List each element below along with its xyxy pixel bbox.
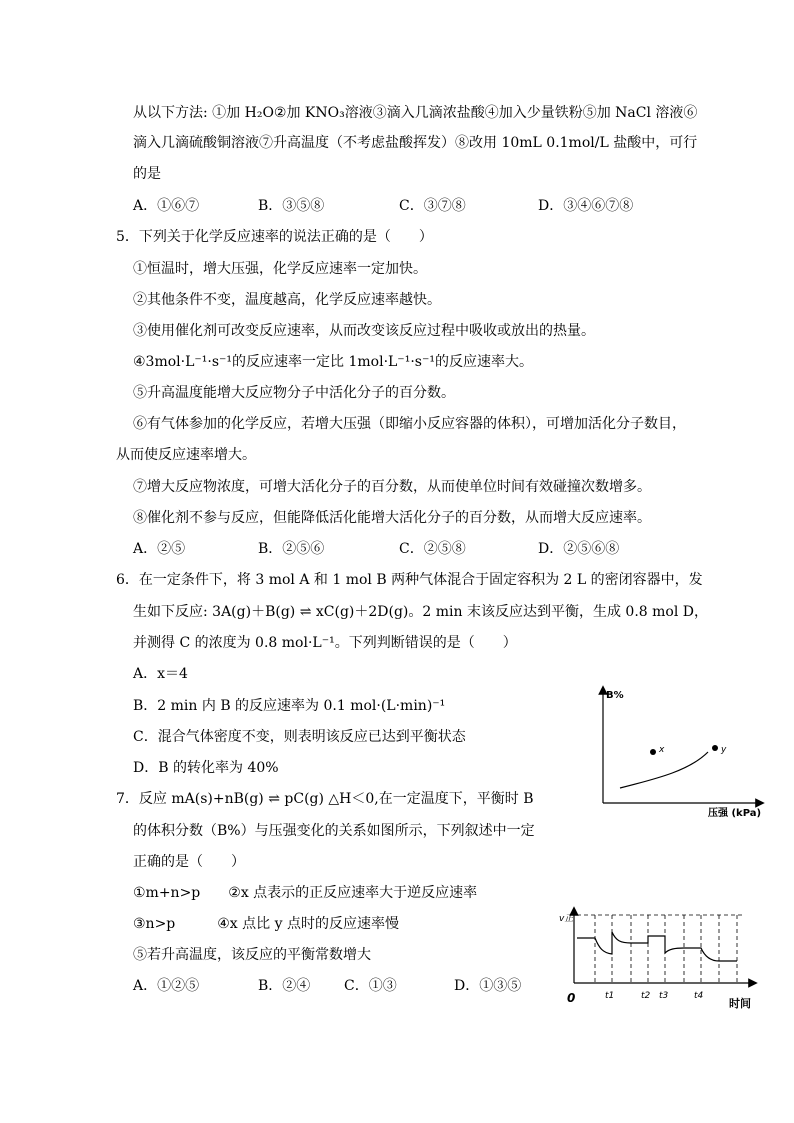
q5-option-c: C．②⑤⑧ (399, 541, 466, 557)
q5-stem: 5．下列关于化学反应速率的说法正确的是（ ） (116, 229, 433, 245)
q7-option-c: C．①③ (344, 978, 397, 994)
q7-statement-2: ③n>p ④x 点比 y 点时的反应速率慢 (133, 916, 399, 932)
q4-option-c: C．③⑦⑧ (399, 198, 466, 214)
q7-statement-3: ⑤若升高温度，该反应的平衡常数增大 (133, 947, 371, 963)
graph1-point-x-label: x (659, 745, 665, 755)
graph2-origin-label: 0 (567, 991, 576, 1005)
graph2-x-label: 时间 (729, 997, 751, 1010)
q5-statement-3: ③使用催化剂可改变反应速率，从而改变该反应过程中吸收或放出的热量。 (133, 323, 595, 339)
q6-option-c: C．混合气体密度不变，则表明该反应已达到平衡状态 (133, 729, 466, 745)
q5-statement-6a: ⑥有气体参加的化学反应，若增大压强（即缩小反应容器的体积），可增加活化分子数目， (133, 416, 686, 432)
graph-rate-vs-time (553, 905, 763, 1015)
graph2-t2-label: t2 (641, 991, 651, 1001)
q5-statement-1: ①恒温时，增大压强，化学反应速率一定加快。 (133, 261, 427, 277)
q4-line-3: 的是 (133, 166, 161, 182)
q4-option-d: D．③④⑥⑦⑧ (538, 198, 634, 214)
q7-line-1: 7．反应 mA(s)+nB(g) ⇌ pC(g) △H＜0,在一定温度下，平衡时 B (116, 791, 534, 807)
q6-option-a: A．x＝4 (133, 666, 188, 682)
q5-option-b: B．②⑤⑥ (258, 541, 325, 557)
q6-line-3: 并测得 C 的浓度为 0.8 mol·L⁻¹。下列判断错误的是（ ） (133, 635, 517, 651)
graph1-point-y (712, 745, 718, 751)
q6-option-b: B．2 min 内 B 的反应速率为 0.1 mol·(L·min)⁻¹ (133, 698, 446, 714)
q7-statement-1: ①m+n>p ②x 点表示的正反应速率大于逆反应速率 (133, 885, 478, 901)
graph2-rate-curve (577, 932, 737, 961)
q5-statement-4: ④3mol·L⁻¹·s⁻¹的反应速率一定比 1mol·L⁻¹·s⁻¹的反应速率大。 (133, 354, 533, 370)
q5-option-d: D．②⑤⑥⑧ (538, 541, 620, 557)
q5-statement-7: ⑦增大反应物浓度，可增大活化分子的百分数，从而使单位时间有效碰撞次数增多。 (133, 479, 651, 495)
q4-line-1: 从以下方法: ①加 H₂O②加 KNO₃溶液③滴入几滴浓盐酸④加入少量铁粉⑤加 NaCl 溶液⑥ (133, 105, 698, 121)
q4-option-b: B．③⑤⑧ (258, 198, 325, 214)
q7-option-b: B．②④ (258, 978, 311, 994)
q7-line-3: 正确的是（ ） (133, 854, 245, 870)
graph1-point-x (650, 749, 656, 755)
q7-line-2: 的体积分数（B%）与压强变化的关系如图所示，下列叙述中一定 (133, 823, 535, 839)
graph2-t4-label: t4 (694, 991, 704, 1001)
q5-option-a: A．②⑤ (133, 541, 186, 557)
q4-line-2: 滴入几滴硫酸铜溶液⑦升高温度（不考虑盐酸挥发）⑧改用 10mL 0.1mol/L 盐酸中，可行 (133, 135, 698, 151)
graph1-x-label: 压强 (kPa) (708, 808, 762, 819)
graph1-y-label: B% (606, 690, 624, 701)
q6-line-2: 生如下反应: 3A(g)＋B(g) ⇌ xC(g)＋2D(g)。2 min 末该反应达到平衡，生成 0.8 mol D， (133, 604, 708, 620)
q6-line-1: 6．在一定条件下，将 3 mol A 和 1 mol B 两种气体混合于固定容积为 2 L 的密闭容器中，发 (116, 572, 703, 588)
graph1-equilibrium-curve (620, 752, 708, 788)
graph2-t1-label: t1 (605, 991, 615, 1001)
graph-b-percent-vs-pressure (590, 680, 780, 820)
q7-option-a: A．①②⑤ (133, 978, 200, 994)
q5-statement-8: ⑧催化剂不参与反应，但能降低活化能增大活化分子的百分数，从而增大反应速率。 (133, 510, 651, 526)
q5-statement-5: ⑤升高温度能增大反应物分子中活化分子的百分数。 (133, 385, 455, 401)
q6-option-d: D．B 的转化率为 40% (133, 760, 279, 776)
graph2-t3-label: t3 (659, 991, 669, 1001)
q7-option-d: D．①③⑤ (454, 978, 522, 994)
graph2-y-label: v正 (559, 914, 574, 924)
q5-statement-2: ②其他条件不变，温度越高，化学反应速率越快。 (133, 292, 441, 308)
q4-option-a: A．①⑥⑦ (133, 198, 200, 214)
q5-statement-6b: 从而使反应速率增大。 (116, 447, 256, 463)
graph1-point-y-label: y (721, 745, 727, 755)
